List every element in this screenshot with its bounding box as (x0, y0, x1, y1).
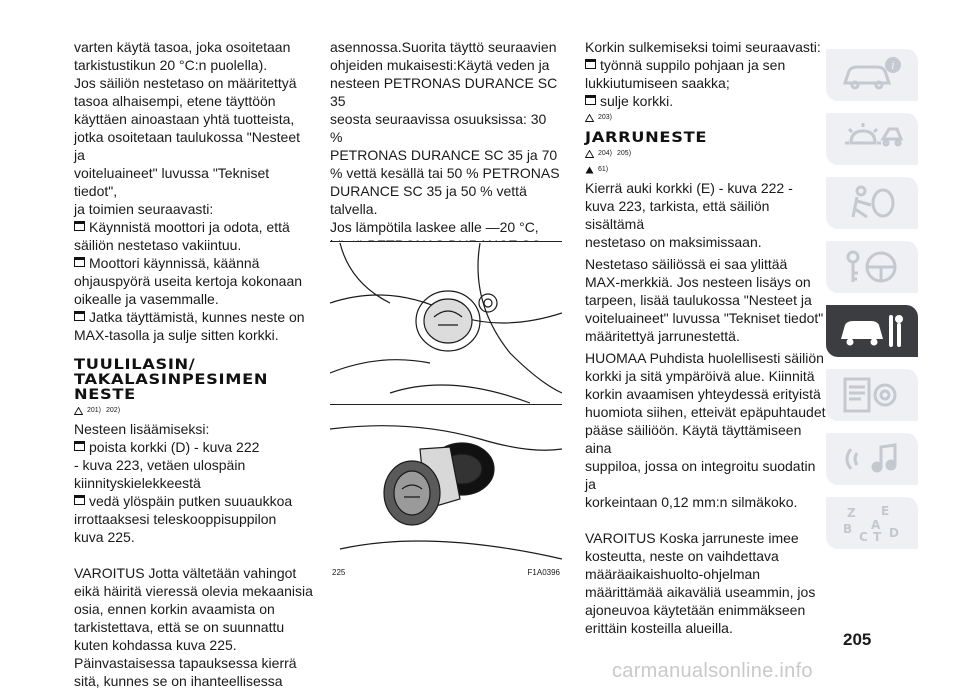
text-line: nesteen PETRONAS DURANCE SC 35 (330, 75, 558, 109)
note-ref[interactable]: 203) (598, 114, 613, 121)
note-ref[interactable]: 201) (87, 407, 102, 414)
svg-text:i: i (891, 59, 895, 72)
index-letter: B (843, 522, 853, 536)
text-line: varten käytä tasoa, joka osoitetaan (74, 39, 291, 55)
text-line: osia, ennen korkin avaamista on (74, 601, 275, 617)
checkbox-icon (74, 221, 85, 231)
text-line: Moottori käynnissä, käännä (89, 255, 260, 271)
paragraph (585, 179, 830, 251)
page-number: 205 (843, 630, 872, 649)
text-line: lukkiutumiseen saakka; (585, 75, 730, 91)
text-line: DURANCE SC 35 ja 50 % vettä talvella. (330, 183, 527, 217)
checkbox-icon (74, 311, 85, 321)
text-line: Korkin sulkemiseksi toimi seuraavasti: (585, 39, 821, 55)
figure-caption (332, 568, 560, 577)
text-line: määrittämää aikaväliä useammin, jos (585, 584, 816, 600)
text-line: MAX-merkkiä. Jos nesteen lisäys on (585, 274, 811, 290)
tab-multimedia[interactable] (826, 433, 918, 485)
text-line: työnnä suppilo pohjaan ja sen (600, 57, 786, 73)
list-item (74, 254, 314, 272)
text-line: erittäin kosteilla alueilla. (585, 620, 733, 636)
text-line: tarkistettava, että se on suunnattu (74, 619, 285, 635)
text-line: voiteluaineet" luvussa "Tekniset tiedot" (585, 310, 824, 326)
text-line: nestetaso on maksimissaan. (585, 234, 762, 250)
text-line: kuten kohdassa kuva 225. (74, 637, 237, 653)
figure-225-illustration (330, 241, 562, 576)
index-letter: D (889, 526, 899, 540)
text-line: korkin avaamisen yhteydessä erityistä (585, 386, 821, 402)
text-line: jotka osoitetaan taulukossa "Nesteet ja (74, 129, 300, 163)
text-line: säiliön nestetaso vakiintuu. (74, 237, 242, 253)
text-line: määräaikaishuolto-ohjelman (585, 566, 761, 582)
text-line: tasoa alhaisempi, etene täyttöön (74, 93, 276, 109)
text-line: kiinnityskielekkeestä (74, 475, 201, 491)
list-item (585, 56, 830, 74)
text-line: VAROITUS Koska jarruneste imee (585, 530, 799, 546)
text-line: sulje korkki. (600, 93, 674, 109)
text-line: ohjauspyörä useita kertoja kokonaan (74, 273, 303, 289)
text-line: PETRONAS DURANCE SC 35 ja 70 (330, 147, 558, 163)
caution-notes (585, 163, 830, 177)
dashboard-lights-icon (837, 119, 907, 159)
tab-dashboard-lights[interactable] (826, 113, 918, 165)
checkbox-icon (74, 257, 85, 267)
text-line: asennossa.Suorita täyttö seuraavien (330, 39, 557, 55)
warning-paragraph (74, 564, 314, 690)
text-line: oikealle ja vasemmalle. (74, 291, 219, 307)
checkbox-icon (585, 59, 596, 69)
text-line: korkki ja sitä ympäröivä alue. Kiinnitä (585, 368, 815, 384)
tech-data-icon (837, 375, 907, 415)
text-line: kuva 225. (74, 529, 135, 545)
list-item (74, 218, 314, 236)
steering-key-icon (837, 247, 907, 287)
text-line: Päinvastaisessa tapauksessa kierrä (74, 655, 297, 671)
note-ref[interactable]: 204) (598, 150, 613, 157)
col1-intro (74, 38, 314, 218)
tab-index[interactable] (826, 497, 918, 549)
car-info-icon (837, 55, 907, 95)
text-line: MAX-tasolla ja sulje sitten korkki. (74, 327, 279, 343)
tab-car-info[interactable] (826, 49, 918, 101)
text-line: kosteutta, neste on vaihdettava (585, 548, 779, 564)
checkbox-icon (585, 95, 596, 105)
tab-car-maintenance[interactable] (826, 305, 918, 357)
car-maintenance-icon (837, 311, 907, 351)
list-item (74, 438, 314, 456)
heading-line: TUULILASIN/ (74, 357, 196, 373)
note-ref[interactable]: 202) (106, 407, 121, 414)
index-letter: E (881, 504, 890, 518)
checkbox-icon (74, 441, 85, 451)
paragraph (585, 255, 830, 345)
index-letter: A (871, 518, 881, 532)
text-line: ohjeiden mukaisesti:Käytä veden ja (330, 57, 550, 73)
heading-line: NESTE (74, 387, 136, 403)
text-line: seosta seuraavissa osuuksissa: 30 % (330, 111, 547, 145)
section-heading: JARRUNESTE (585, 130, 708, 146)
warning-triangle-icon (74, 407, 83, 415)
text-line: huomiota siihen, etteivät epäpuhtaudet (585, 404, 826, 420)
text-line: määritettyä jarrunestettä. (585, 328, 740, 344)
list-item (74, 492, 314, 510)
column-1 (74, 38, 314, 690)
section-heading (74, 358, 343, 403)
text-line: sitä, kunnes se on ihanteellisessa (74, 673, 283, 689)
text-line: % vettä kesällä tai 50 % PETRONAS (330, 165, 560, 181)
index-letter: T (873, 530, 882, 543)
list-item (74, 308, 314, 326)
chapter-tabs (826, 49, 936, 561)
text-line: eikä häiritä vieressä olevia mekaanisia (74, 583, 313, 599)
list-item (585, 92, 830, 110)
text-line: Nestetaso säiliössä ei saa ylittää (585, 256, 788, 272)
warning-paragraph (585, 529, 830, 637)
text-line: Jos säiliön nestetaso on määritettyä (74, 75, 297, 91)
text-line: pääse säiliöön. Käytä täyttämiseen aina (585, 422, 802, 456)
warning-notes (585, 147, 830, 161)
paragraph (585, 349, 830, 511)
text-line: Nesteen lisäämiseksi: (74, 421, 210, 437)
note-ref[interactable]: 205) (617, 150, 632, 157)
warning-notes (74, 404, 314, 418)
text-line: vedä ylöspäin putken suuaukkoa (89, 493, 293, 509)
text-line: - kuva 223, vetäen ulospäin (74, 457, 246, 473)
multimedia-icon (837, 439, 907, 479)
index-letter: C (859, 530, 868, 543)
figure-code: F1A0396 (527, 568, 560, 577)
tab-airbag[interactable] (826, 177, 918, 229)
text-line: käyttäen ainoastaan yhtä tuotteista, (74, 111, 295, 127)
warning-notes (585, 111, 830, 125)
text-line: Kierrä auki korkki (E) - kuva 222 - (585, 180, 793, 196)
checkbox-icon (74, 495, 85, 505)
tab-steering-key[interactable] (826, 241, 918, 293)
caution-triangle-icon (585, 166, 594, 174)
watermark: carmanualsonline.info (612, 660, 813, 682)
text-line: kuva 223, tarkista, että säiliön sisältämä (585, 198, 770, 232)
text-line: Jatka täyttämistä, kunnes neste on (89, 309, 305, 325)
text-line: korkeintaan 0,12 mm:n silmäkoko. (585, 494, 798, 510)
text-line: ajoneuvoa käytetään enimmäkseen (585, 602, 806, 618)
warning-triangle-icon (585, 114, 594, 122)
text-line: Käynnistä moottori ja odota, että (89, 219, 290, 235)
text-line: poista korkki (D) - kuva 222 (89, 439, 260, 455)
text-line: ja toimien seuraavasti: (74, 201, 214, 217)
text-line: tarpeen, lisää taulukossa "Nesteet ja (585, 292, 812, 308)
text-line: suppiloa, jossa on integroitu suodatin ja (585, 458, 816, 492)
airbag-icon (837, 183, 907, 223)
text-line: tarkistustikun 20 °C:n puolella). (74, 57, 268, 73)
text-line: voiteluaineet" luvussa "Tekniset tiedot", (74, 165, 270, 199)
text-line: VAROITUS Jotta vältetään vahingot (74, 565, 297, 581)
telescopic-funnel-illustration (330, 409, 562, 569)
text-line: Jos lämpötila laskee alle —20 °C, (330, 219, 539, 235)
tab-tech-data[interactable] (826, 369, 918, 421)
warning-triangle-icon (585, 150, 594, 158)
figure-number: 225 (332, 568, 346, 577)
index-letter: Z (847, 506, 856, 520)
note-ref[interactable]: 61) (598, 166, 609, 173)
text-line: HUOMAA Puhdista huolellisesti säiliön (585, 350, 824, 366)
heading-line: TAKALASINPESIMEN (74, 372, 269, 388)
index-icon (837, 503, 907, 543)
text-line: irrottaaksesi teleskooppisuppilon (74, 511, 277, 527)
column-3 (585, 38, 830, 637)
